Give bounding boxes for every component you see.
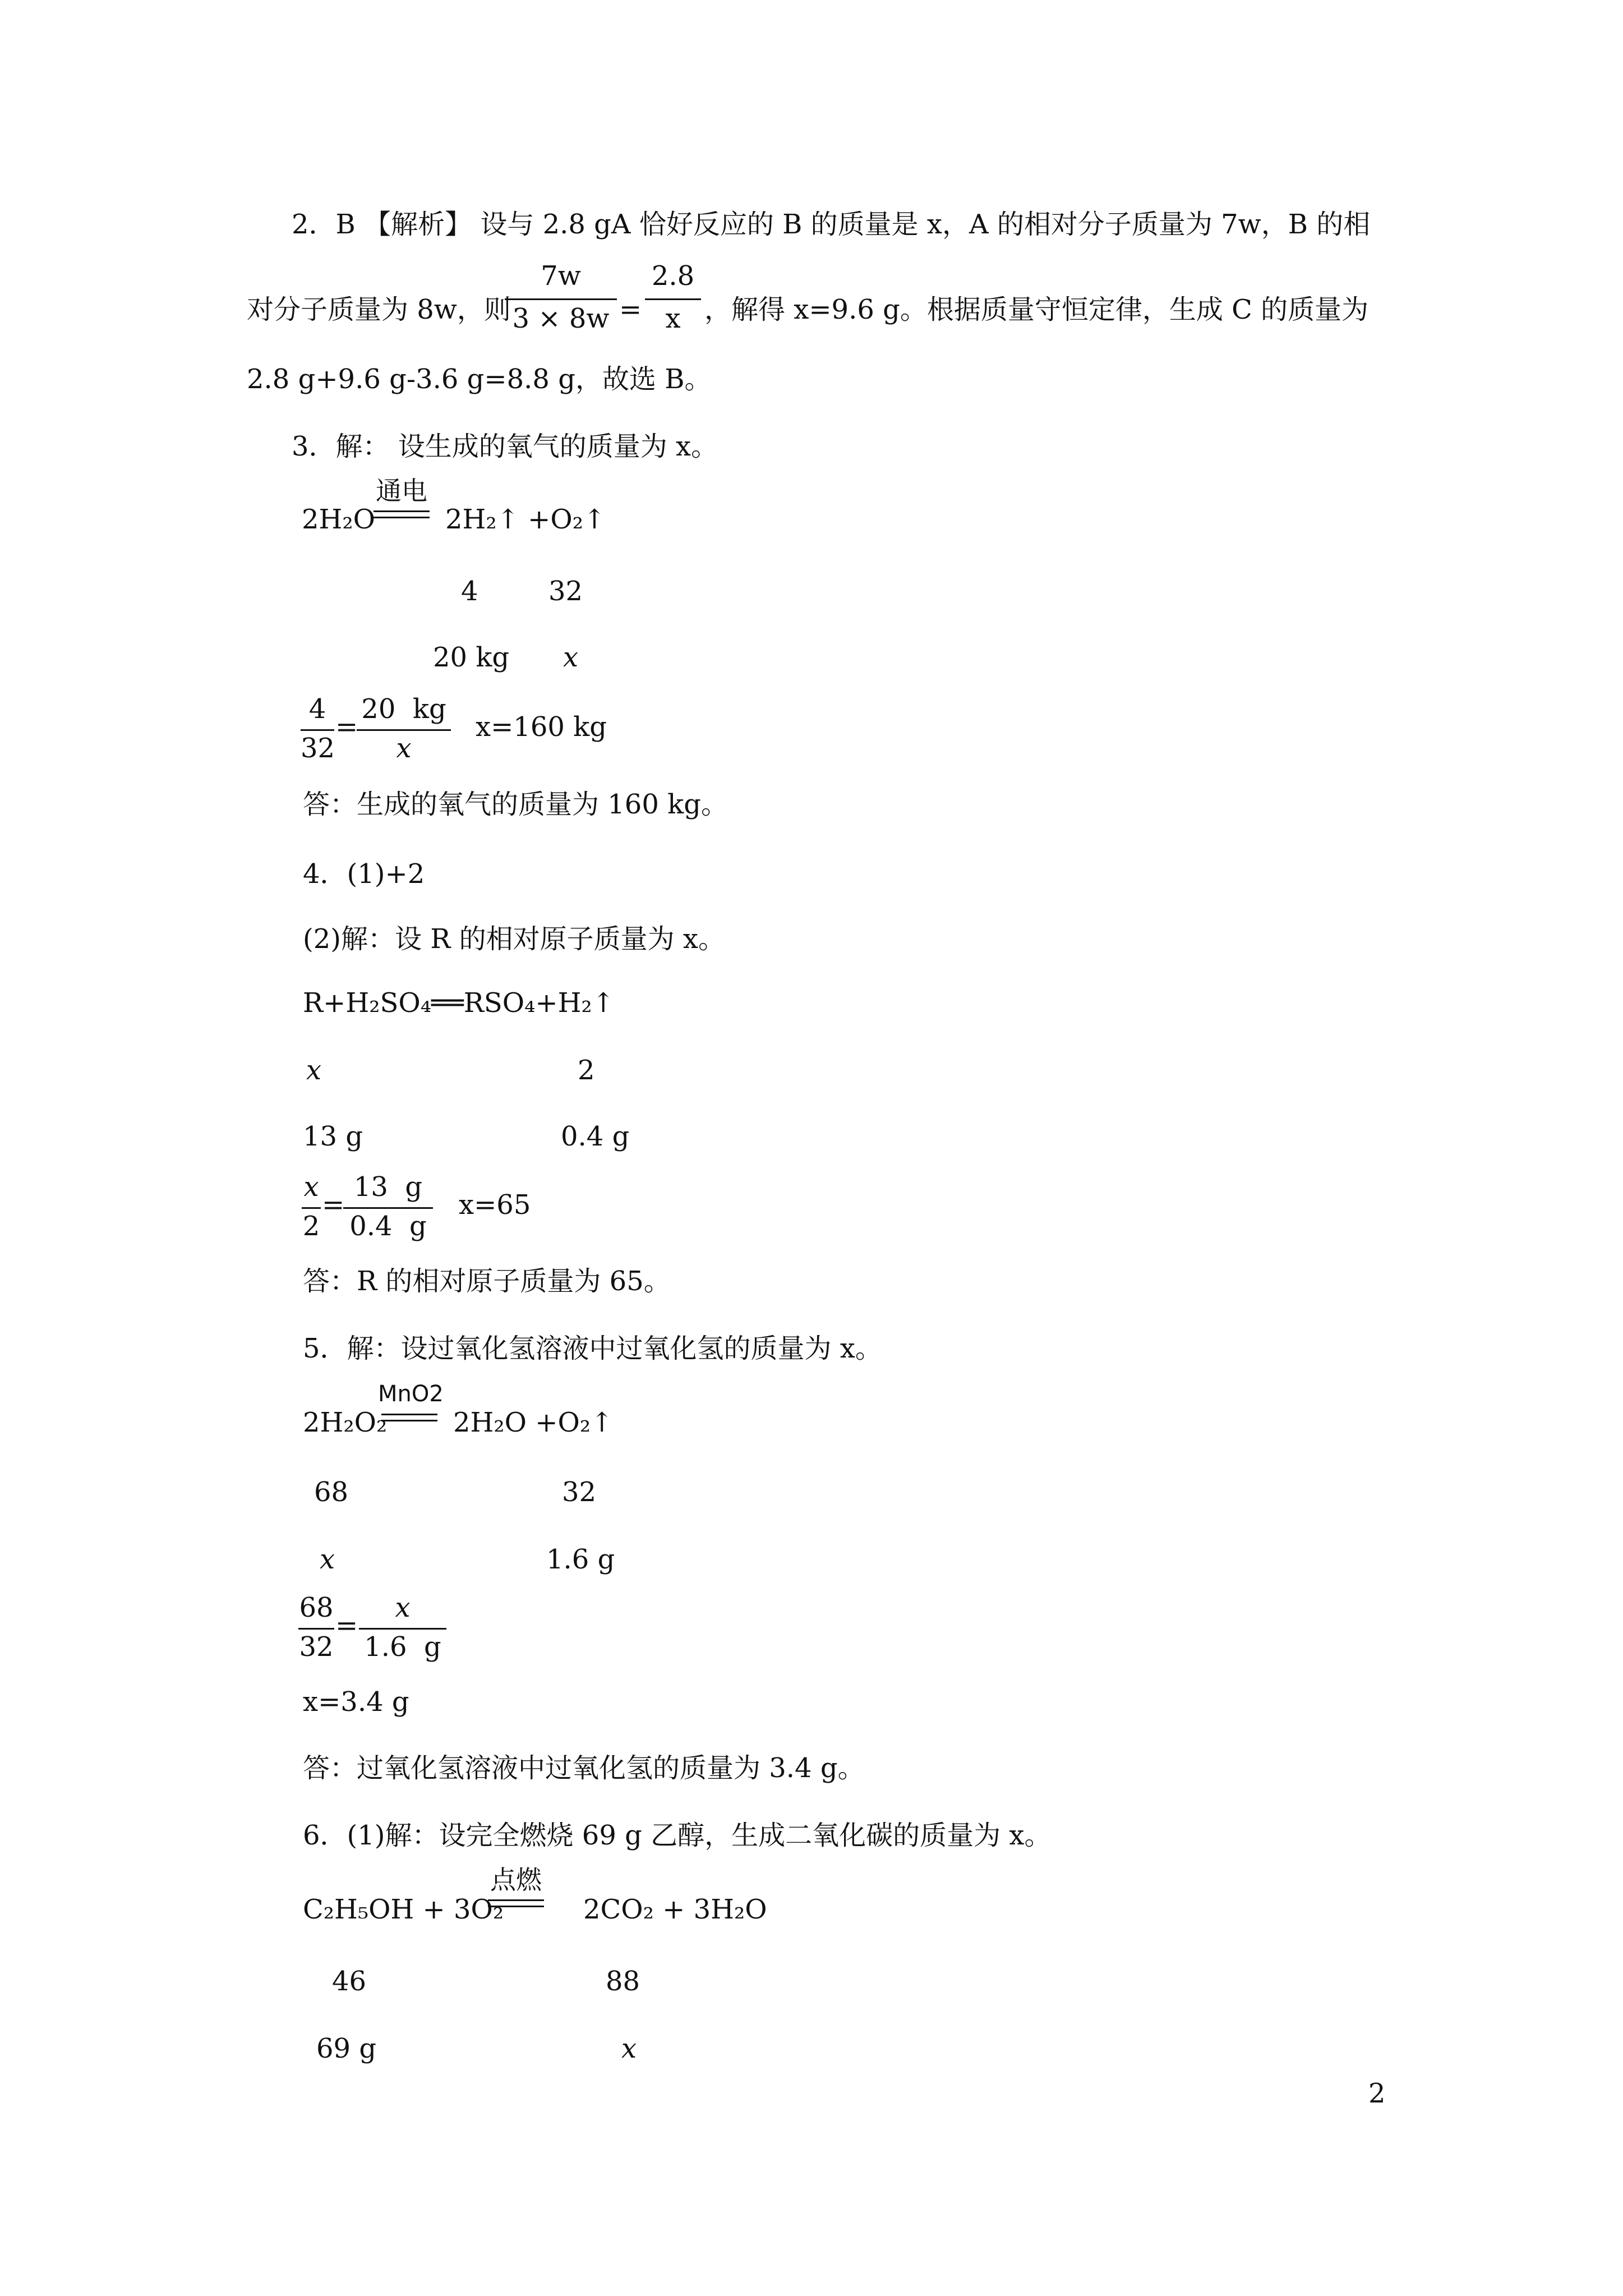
fraction-numerator: 4 (308, 693, 326, 725)
fraction-2-8-over-x (645, 257, 701, 341)
fraction-68-over-32 (298, 1592, 334, 1671)
equation-4: R+H₂SO₄══RSO₄+H₂↑ (303, 987, 615, 1019)
reaction-condition-electrolysis (370, 477, 433, 527)
equals-sign: = (335, 711, 358, 743)
problem-2-line-2-end: ，解得 x=9.6 g。根据质量守恒定律，生成 C 的质量为 (704, 294, 1369, 325)
equation-3-mass-o2: x (563, 642, 579, 673)
problem-4-part-2-heading: (2)解：设 R 的相对原子质量为 x。 (303, 923, 725, 955)
equation-5-ratio-o2: 32 (562, 1476, 597, 1508)
equation-4-mass-r: 13 g (303, 1121, 363, 1152)
equation-4-mass-h2: 0.4 g (561, 1121, 630, 1152)
problem-2-line-2-start: 对分子质量为 8w，则 (247, 294, 511, 325)
fraction-bar (298, 1628, 334, 1630)
fraction-denominator: 0.4 g (349, 1211, 427, 1242)
problem-5-answer: 答：过氧化氢溶液中过氧化氢的质量为 3.4 g。 (303, 1752, 865, 1784)
problem-2-line-1: 2．B 【解析】 设与 2.8 gA 恰好反应的 B 的质量是 x，A 的相对分子质量为 7w，B 的相 (292, 209, 1371, 240)
equation-5-solution: x=3.4 g (303, 1686, 409, 1718)
problem-3-heading: 3．解： 设生成的氧气的质量为 x。 (292, 431, 718, 462)
fraction-denominator: x (665, 303, 681, 334)
reaction-condition-ignition (485, 1866, 547, 1916)
page-number: 2 (1368, 2078, 1386, 2109)
fraction-numerator: x (395, 1592, 411, 1623)
problem-6-heading: 6．(1)解：设完全燃烧 69 g 乙醇，生成二氧化碳的质量为 x。 (303, 1820, 1052, 1851)
equation-6-ratio-co2: 88 (606, 1966, 640, 1997)
fraction-4-over-32 (301, 693, 334, 772)
equals-sign: = (335, 1610, 358, 1641)
problem-2-line-3: 2.8 g+9.6 g-3.6 g=8.8 g，故选 B。 (247, 364, 712, 395)
fraction-bar (357, 729, 451, 731)
equation-3-ratio-o2: 32 (548, 576, 583, 607)
fraction-numerator: 20 kg (361, 693, 446, 725)
fraction-bar (505, 298, 617, 300)
fraction-numerator: 7w (541, 260, 581, 292)
fraction-7w-over-3x8w (505, 257, 617, 341)
equation-3-reactant: 2H₂O (302, 504, 375, 535)
double-line-arrow (374, 510, 430, 518)
equation-6-ratio-ethanol: 46 (332, 1966, 367, 1997)
problem-5-heading: 5．解：设过氧化氢溶液中过氧化氢的质量为 x。 (303, 1333, 882, 1364)
fraction-20kg-over-x (357, 693, 451, 772)
fraction-denominator: x (396, 733, 412, 764)
equation-4-ratio-r: x (306, 1055, 322, 1086)
fraction-numerator: x (303, 1171, 319, 1203)
equation-5-ratio-h2o2: 68 (314, 1476, 349, 1508)
fraction-bar (645, 298, 701, 300)
equation-5-reactant: 2H₂O₂ (303, 1407, 388, 1438)
equation-5-mass-h2o2: x (320, 1544, 335, 1575)
fraction-bar (343, 1207, 433, 1209)
condition-label: 通电 (376, 476, 427, 506)
fraction-denominator: 1.6 g (364, 1631, 441, 1663)
equation-4-solution: x=65 (459, 1189, 531, 1221)
fraction-13g-over-0-4g (343, 1171, 433, 1250)
double-line-arrow (488, 1899, 544, 1907)
fraction-numerator: 2.8 (651, 260, 695, 292)
equation-6-mass-co2: x (621, 2033, 637, 2064)
fraction-x-over-2 (302, 1171, 321, 1250)
problem-4-answer: 答：R 的相对原子质量为 65。 (303, 1266, 671, 1297)
fraction-numerator: 13 g (353, 1171, 423, 1203)
equals-sign: = (322, 1189, 345, 1221)
condition-label: 点燃 (490, 1865, 542, 1895)
equation-3-products: 2H₂↑ +O₂↑ (445, 504, 606, 535)
equation-3-solution: x=160 kg (476, 711, 607, 743)
equation-6-mass-ethanol: 69 g (316, 2033, 377, 2064)
equation-4-ratio-h2: 2 (578, 1055, 595, 1086)
fraction-denominator: 32 (301, 733, 335, 764)
equation-5-products: 2H₂O +O₂↑ (453, 1407, 614, 1438)
fraction-numerator: 68 (299, 1592, 334, 1623)
fraction-bar (301, 729, 334, 731)
reaction-condition-catalyst (378, 1380, 444, 1430)
equation-5-mass-o2: 1.6 g (546, 1544, 615, 1575)
fraction-denominator: 2 (302, 1211, 320, 1242)
equation-6-products: 2CO₂ + 3H₂O (583, 1894, 767, 1925)
double-line-arrow (381, 1414, 437, 1421)
condition-label: MnO2 (378, 1381, 444, 1407)
fraction-denominator: 32 (299, 1631, 334, 1663)
equation-6-reactants: C₂H₅OH + 3O₂ (303, 1894, 504, 1925)
equals-sign: = (619, 294, 642, 325)
fraction-bar (359, 1628, 446, 1630)
equation-3-mass-h2: 20 kg (433, 642, 510, 673)
problem-3-answer: 答：生成的氧气的质量为 160 kg。 (303, 789, 728, 820)
fraction-denominator: 3 × 8w (512, 303, 610, 334)
equation-3-ratio-h2: 4 (461, 576, 478, 607)
fraction-bar (302, 1207, 321, 1209)
problem-4-part-1: 4．(1)+2 (303, 858, 425, 890)
fraction-x-over-1-6g (359, 1592, 446, 1671)
